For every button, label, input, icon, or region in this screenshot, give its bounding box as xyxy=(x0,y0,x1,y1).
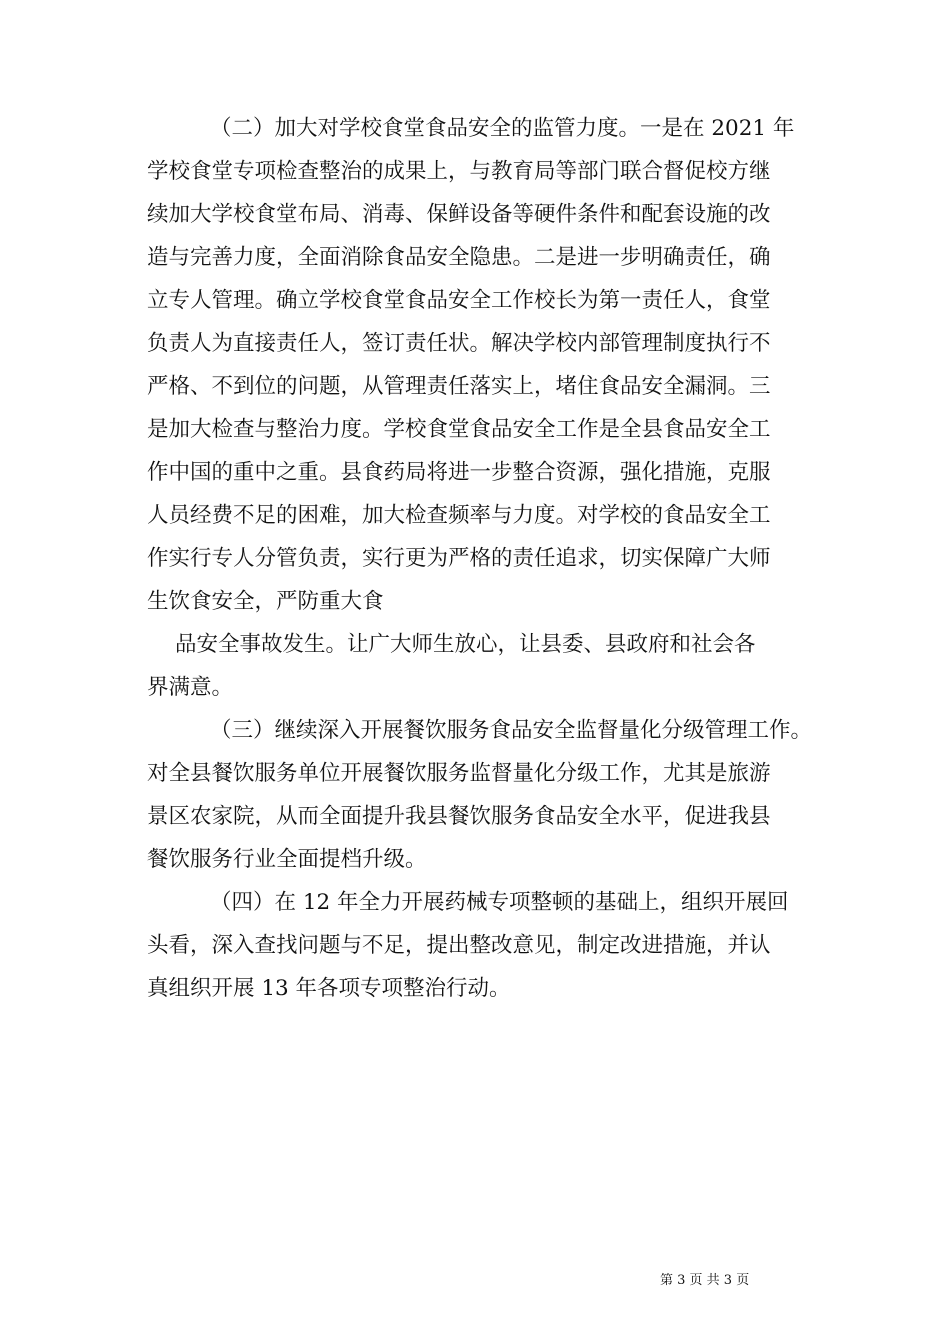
paragraph-line: 负责人为直接责任人，签订责任状。解决学校内部管理制度执行不 xyxy=(147,331,771,356)
page-number-footer: 第 3 页 共 3 页 xyxy=(660,1273,750,1288)
paragraph-line: （四）在 12 年全力开展药械专项整顿的基础上，组织开展回 xyxy=(210,890,789,915)
paragraph-line: 景区农家院，从而全面提升我县餐饮服务食品安全水平，促进我县 xyxy=(147,804,771,829)
paragraph-line: 学校食堂专项检查整治的成果上，与教育局等部门联合督促校方继 xyxy=(147,159,771,184)
paragraph-line: 人员经费不足的困难，加大检查频率与力度。对学校的食品安全工 xyxy=(147,503,771,528)
paragraph-line: 续加大学校食堂布局、消毒、保鲜设备等硬件条件和配套设施的改 xyxy=(147,202,771,227)
paragraph-line: 严格、不到位的问题，从管理责任落实上，堵住食品安全漏洞。三 xyxy=(147,374,771,399)
paragraph-line: 造与完善力度，全面消除食品安全隐患。二是进一步明确责任，确 xyxy=(147,245,771,270)
paragraph-line: （二）加大对学校食堂食品安全的监管力度。一是在 2021 年 xyxy=(210,116,795,141)
paragraph-line: 界满意。 xyxy=(147,675,234,700)
paragraph-line: 对全县餐饮服务单位开展餐饮服务监督量化分级工作，尤其是旅游 xyxy=(147,761,771,786)
paragraph-line: （三）继续深入开展餐饮服务食品安全监督量化分级管理工作。 xyxy=(210,718,813,743)
paragraph-line: 品安全事故发生。让广大师生放心，让县委、县政府和社会各 xyxy=(175,632,756,657)
paragraph-line: 头看，深入查找问题与不足，提出整改意见，制定改进措施，并认 xyxy=(147,933,771,958)
paragraph-line: 生饮食安全，严防重大食 xyxy=(147,589,384,614)
paragraph-line: 餐饮服务行业全面提档升级。 xyxy=(147,847,427,872)
paragraph-line: 是加大检查与整治力度。学校食堂食品安全工作是全县食品安全工 xyxy=(147,417,771,442)
paragraph-line: 立专人管理。确立学校食堂食品安全工作校长为第一责任人，食堂 xyxy=(147,288,771,313)
paragraph-line: 作中国的重中之重。县食药局将进一步整合资源，强化措施，克服 xyxy=(147,460,771,485)
paragraph-line: 真组织开展 13 年各项专项整治行动。 xyxy=(147,976,511,1001)
paragraph-line: 作实行专人分管负责，实行更为严格的责任追求，切实保障广大师 xyxy=(147,546,771,571)
